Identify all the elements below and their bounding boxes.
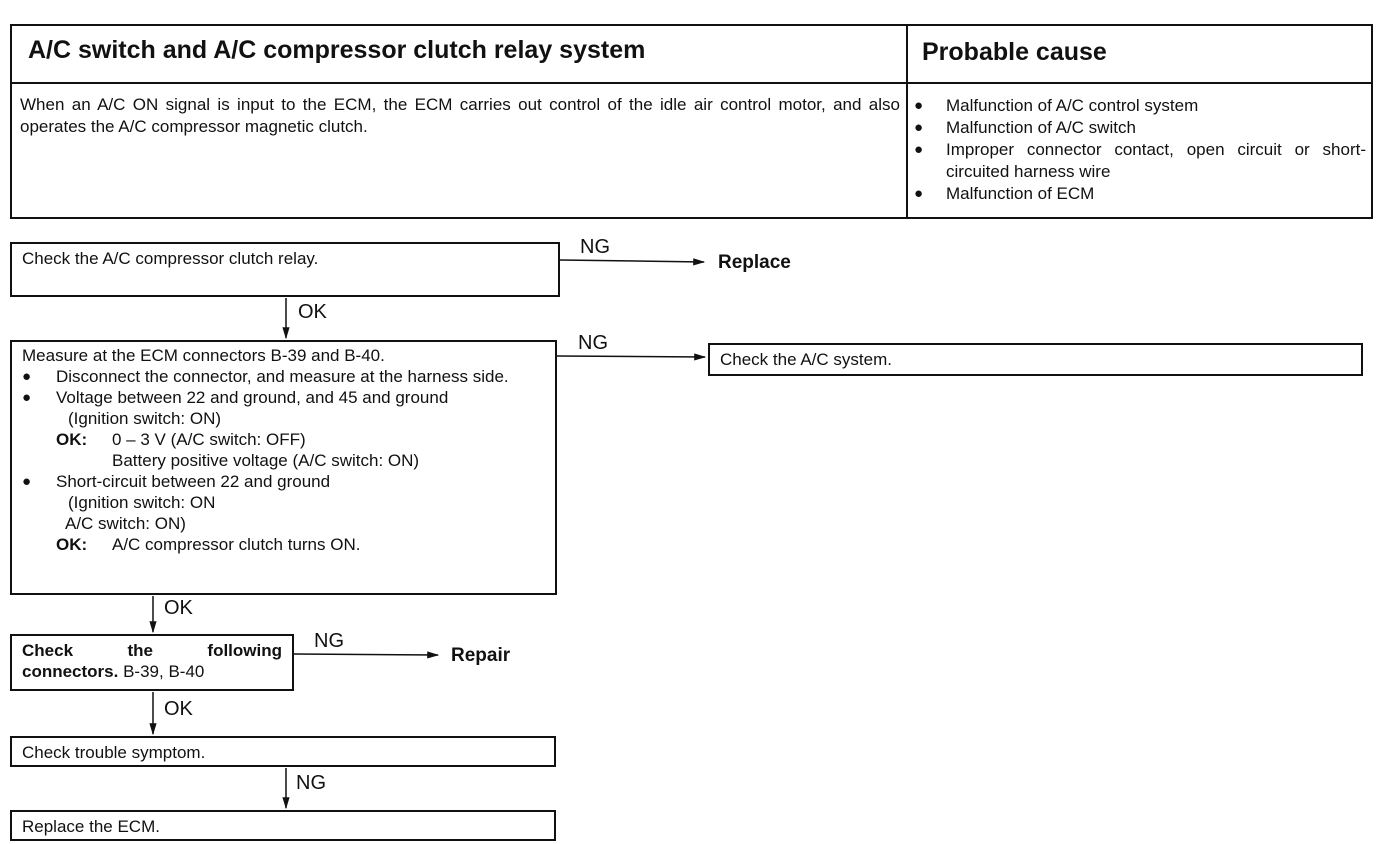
step3-text	[22, 640, 282, 682]
cause-text: Malfunction of ECM	[946, 184, 1095, 203]
bullet-icon: ●	[914, 119, 924, 136]
step4-ng-label: NG	[296, 772, 326, 794]
step4-text: Check trouble symptom.	[22, 743, 206, 762]
step1-box	[10, 242, 560, 297]
replace-action: Replace	[718, 252, 791, 273]
ok-label: OK:	[56, 535, 88, 554]
step2-bullet3: Short-circuit between 22 and ground	[56, 472, 331, 491]
step3-box	[10, 634, 294, 691]
step2-ng-label: NG	[578, 332, 608, 354]
step2-box	[10, 340, 557, 595]
step3-bold-text: Check the following connectors.	[22, 641, 282, 681]
step5-text: Replace the ECM.	[22, 817, 160, 836]
arrow-step3-ng	[294, 654, 438, 655]
step2-ok-value3: A/C compressor clutch turns ON.	[112, 535, 361, 554]
step1-ng-label: NG	[580, 236, 610, 258]
bullet-icon: ●	[914, 97, 924, 114]
bullet-icon: ●	[22, 473, 32, 490]
step2-bullet2-condition: (Ignition switch: ON)	[68, 409, 222, 428]
step5-box	[10, 810, 556, 841]
step2-ok-value1: 0 – 3 V (A/C switch: OFF)	[112, 430, 306, 449]
step2-bullet2: Voltage between 22 and ground, and 45 and ground	[56, 388, 449, 407]
probable-cause-title: Probable cause	[922, 38, 1107, 66]
bullet-icon: ●	[914, 185, 924, 202]
step1-ok-label: OK	[298, 301, 327, 323]
step2-bullet1: Disconnect the connector, and measure at the harness side.	[56, 367, 509, 386]
arrow-step2-ng	[557, 356, 705, 357]
check-ac-system-box	[708, 343, 1363, 376]
repair-action: Repair	[451, 645, 511, 666]
step2-ok-value2: Battery positive voltage (A/C switch: ON)	[112, 451, 420, 470]
step2-title: Measure at the ECM connectors B-39 and B-40.	[22, 346, 385, 365]
bullet-icon: ●	[914, 141, 924, 158]
cause-text: Malfunction of A/C switch	[946, 118, 1136, 137]
step2-bullet3-condition2: A/C switch: ON)	[65, 514, 186, 533]
system-description: When an A/C ON signal is input to the ECM, the ECM carries out control of the idle air control motor, and also operates the A/C compressor magnetic clutch.	[20, 95, 900, 136]
step3-ng-label: NG	[314, 630, 344, 652]
ok-label: OK:	[56, 430, 88, 449]
step2-bullet3-condition1: (Ignition switch: ON	[68, 493, 216, 512]
step4-box	[10, 736, 556, 767]
bullet-icon: ●	[22, 368, 32, 385]
bullet-icon: ●	[22, 389, 32, 406]
arrow-step1-ng	[560, 260, 704, 262]
step3-connectors: B-39, B-40	[123, 662, 205, 681]
step3-ok-label: OK	[164, 698, 193, 720]
system-title: A/C switch and A/C compressor clutch relay system	[28, 36, 646, 64]
step2-ok-label: OK	[164, 597, 193, 619]
step1-text: Check the A/C compressor clutch relay.	[22, 249, 319, 268]
cause-text: Improper connector contact, open circuit or short-circuited harness wire	[946, 140, 1366, 181]
cause-text: Malfunction of A/C control system	[946, 96, 1199, 115]
check-ac-system-text: Check the A/C system.	[720, 350, 892, 369]
